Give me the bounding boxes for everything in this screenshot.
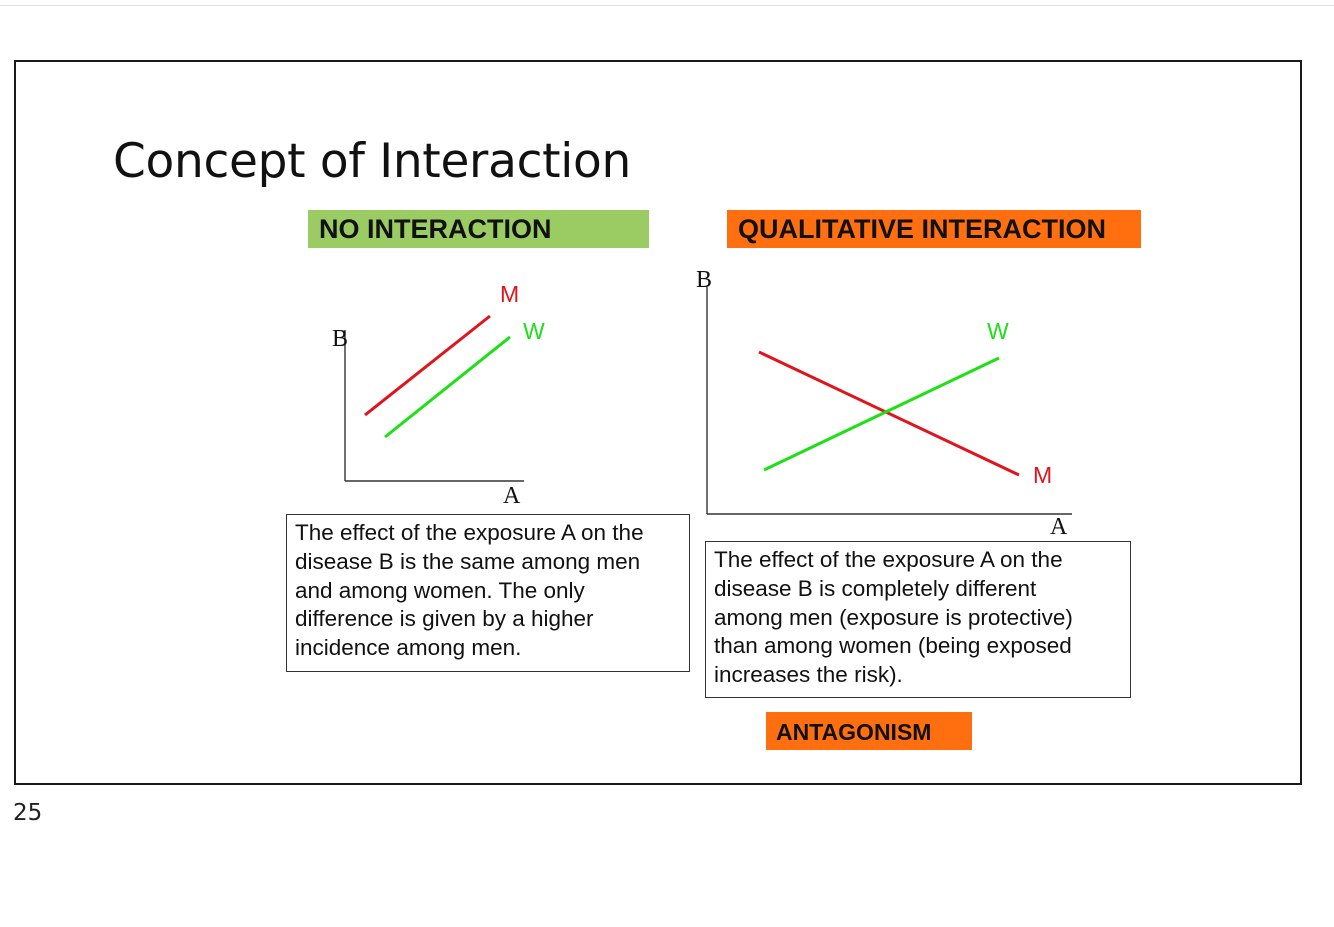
right-x-axis-label: A [1050,514,1068,540]
left-men-line [365,316,490,415]
left-women-line [385,337,510,437]
qualitative-interaction-description: The effect of the exposure A on the disease B is completely different among men (exposure is protective) than among women (being exposed increases the risk). [705,541,1131,698]
top-divider [0,5,1334,6]
right-men-label: M [1033,462,1053,488]
antagonism-label: ANTAGONISM [766,712,972,750]
slide-title: Concept of Interaction [113,134,631,189]
no-interaction-plot [332,281,545,509]
left-x-axis-label: A [503,483,521,509]
right-women-label: W [987,318,1009,344]
left-men-label: M [500,281,520,307]
right-men-line [759,352,1019,475]
left-y-axis-label: B [332,326,349,352]
page-number: 25 [13,800,43,826]
right-y-axis-label: B [696,267,713,293]
qualitative-interaction-plot [696,267,1072,540]
right-women-line [764,358,999,470]
left-women-label: W [523,318,545,344]
slide-frame [14,60,1302,785]
no-interaction-description: The effect of the exposure A on the disease B is the same among men and among women. The only difference is given by a higher incidence among men. [286,514,690,672]
no-interaction-label: NO INTERACTION [308,210,649,248]
qualitative-interaction-label: QUALITATIVE INTERACTION [727,210,1141,248]
